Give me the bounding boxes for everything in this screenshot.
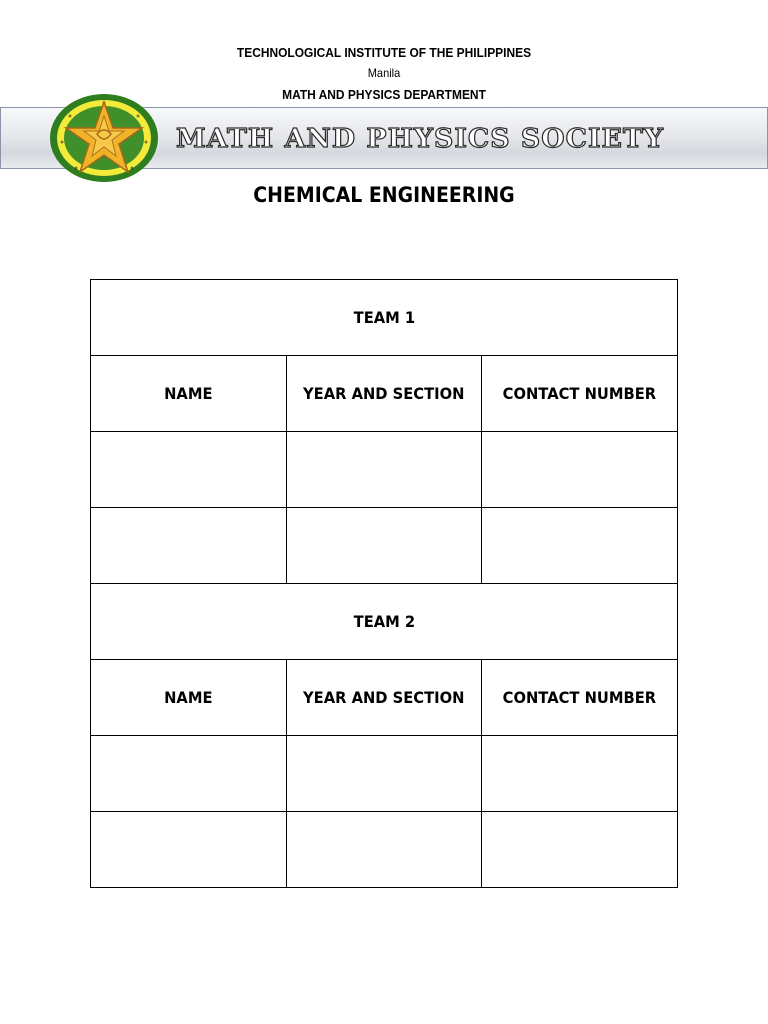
document-title: CHEMICAL ENGINEERING [253,183,515,207]
table-row [91,812,678,888]
column-header-name: NAME [91,660,287,736]
team-1-header-row [91,356,678,432]
team-2-header-row [91,660,678,736]
institution-name: TECHNOLOGICAL INSTITUTE OF THE PHILIPPINES [236,45,532,60]
society-banner-title [170,117,670,157]
team-1-title-row [91,280,678,356]
year-and-section-cell[interactable] [286,432,482,508]
institution-city: Manila [367,66,401,80]
table-row [91,736,678,812]
table-row [91,432,678,508]
table-row [91,508,678,584]
column-header-year-and-section: YEAR AND SECTION [286,660,482,736]
department-name: MATH AND PHYSICS DEPARTMENT [282,87,486,102]
name-cell[interactable] [91,812,287,888]
contact-number-cell[interactable] [482,432,678,508]
team-roster-table [90,279,678,888]
year-and-section-cell[interactable] [286,508,482,584]
team-2-title: TEAM 2 [91,584,678,660]
name-cell[interactable] [91,508,287,584]
year-and-section-cell[interactable] [286,736,482,812]
column-header-year-and-section: YEAR AND SECTION [286,356,482,432]
contact-number-cell[interactable] [482,508,678,584]
year-and-section-cell[interactable] [286,812,482,888]
column-header-name: NAME [91,356,287,432]
team-1-title: TEAM 1 [91,280,678,356]
column-header-contact-number: CONTACT NUMBER [482,356,678,432]
contact-number-cell[interactable] [482,736,678,812]
name-cell[interactable] [91,432,287,508]
banner-title-text: MATH AND PHYSICS SOCIETY [176,124,664,154]
column-header-contact-number: CONTACT NUMBER [482,660,678,736]
society-logo-icon [48,92,160,184]
team-2-title-row [91,584,678,660]
name-cell[interactable] [91,736,287,812]
contact-number-cell[interactable] [482,812,678,888]
